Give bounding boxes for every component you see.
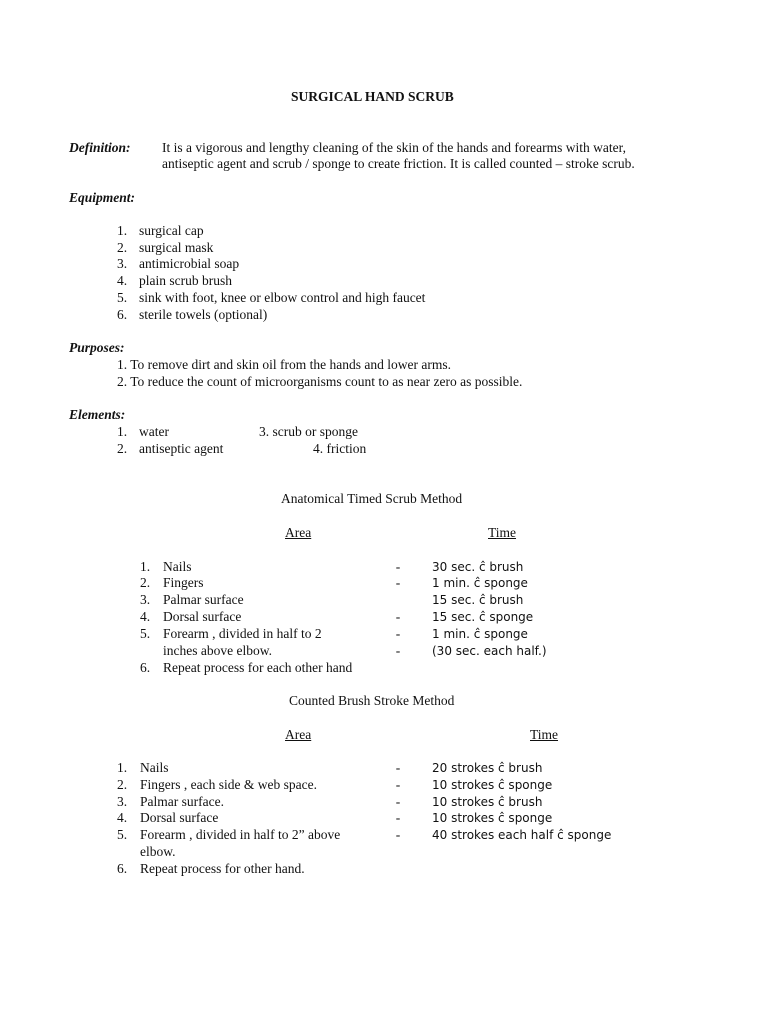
row-area: Dorsal surface xyxy=(163,609,242,624)
row-time: 15 sec. ĉ brush xyxy=(432,593,524,607)
row-area: Fingers , each side & web space. xyxy=(140,777,317,792)
row-time: 40 strokes each half ĉ sponge xyxy=(432,828,612,842)
row-time: 1 min. ĉ sponge xyxy=(432,576,528,590)
row-dash: - xyxy=(395,626,401,641)
row-number: 3. xyxy=(117,794,128,809)
row-time: 30 sec. ĉ brush xyxy=(432,560,524,574)
row-number: 1. xyxy=(117,760,128,775)
list-item-number: 5. xyxy=(117,290,128,305)
row-number: 4. xyxy=(140,609,151,624)
document-title: SURGICAL HAND SCRUB xyxy=(291,89,454,104)
row-area: elbow. xyxy=(140,844,176,859)
row-area: Palmar surface xyxy=(163,592,244,607)
row-time: 15 sec. ĉ sponge xyxy=(432,610,534,624)
purpose-item: 2. To reduce the count of microorganisms count to as near zero as possible. xyxy=(117,374,523,389)
list-item: plain scrub brush xyxy=(139,273,232,288)
row-dash: - xyxy=(395,794,401,809)
row-time: 20 strokes ĉ brush xyxy=(432,761,543,775)
element-item: 3. scrub or sponge xyxy=(259,424,358,439)
row-area: Forearm , divided in half to 2 xyxy=(163,626,322,641)
list-item: surgical mask xyxy=(139,240,214,255)
row-dash: - xyxy=(395,575,401,590)
counted-method-title: Counted Brush Stroke Method xyxy=(289,693,455,708)
row-area: Repeat process for other hand. xyxy=(140,861,305,876)
row-area: Nails xyxy=(140,760,169,775)
list-item-number: 2. xyxy=(117,240,128,255)
row-area: Fingers xyxy=(163,575,204,590)
row-number: 6. xyxy=(117,861,128,876)
row-dash: - xyxy=(395,609,401,624)
row-number: 4. xyxy=(117,810,128,825)
row-dash: - xyxy=(395,827,401,842)
row-number: 2. xyxy=(140,575,151,590)
row-number: 5. xyxy=(117,827,128,842)
row-number: 6. xyxy=(140,660,151,675)
row-time: 1 min. ĉ sponge xyxy=(432,627,528,641)
list-item: antimicrobial soap xyxy=(139,256,240,271)
row-area: Palmar surface. xyxy=(140,794,224,809)
row-area: Forearm , divided in half to 2” above xyxy=(140,827,341,842)
definition-label: Definition: xyxy=(69,140,131,155)
row-time: 10 strokes ĉ sponge xyxy=(432,778,553,792)
row-number: 1. xyxy=(140,559,151,574)
list-item: sink with foot, knee or elbow control and high faucet xyxy=(139,290,426,305)
row-dash: - xyxy=(395,810,401,825)
row-area: inches above elbow. xyxy=(163,643,272,658)
purposes-label: Purposes: xyxy=(69,340,125,355)
timed-time-header: Time xyxy=(488,525,517,540)
row-number: 5. xyxy=(140,626,151,641)
row-time: 10 strokes ĉ sponge xyxy=(432,811,553,825)
list-item-number: 1. xyxy=(117,223,128,238)
timed-area-header: Area xyxy=(285,525,312,540)
row-number: 3. xyxy=(140,592,151,607)
timed-method-title: Anatomical Timed Scrub Method xyxy=(281,491,463,506)
element-item: antiseptic agent xyxy=(139,441,224,456)
list-item-number: 3. xyxy=(117,256,128,271)
row-area: Dorsal surface xyxy=(140,810,219,825)
row-time: (30 sec. each half.) xyxy=(432,644,547,658)
definition-text-line1: It is a vigorous and lengthy cleaning of the skin of the hands and forearms with water, xyxy=(162,140,626,155)
list-item: surgical cap xyxy=(139,223,204,238)
element-item: water xyxy=(139,424,169,439)
purpose-item: 1. To remove dirt and skin oil from the hands and lower arms. xyxy=(117,357,451,372)
row-dash: - xyxy=(395,777,401,792)
element-item: 4. friction xyxy=(313,441,367,456)
definition-text-line2: antiseptic agent and scrub / sponge to create friction. It is called counted – stroke scrub. xyxy=(162,156,635,171)
list-item-number: 6. xyxy=(117,307,128,322)
list-item: sterile towels (optional) xyxy=(139,307,268,322)
element-number: 2. xyxy=(117,441,128,456)
counted-area-header: Area xyxy=(285,727,312,742)
counted-time-header: Time xyxy=(530,727,559,742)
row-time: 10 strokes ĉ brush xyxy=(432,795,543,809)
row-area: Nails xyxy=(163,559,192,574)
list-item-number: 4. xyxy=(117,273,128,288)
row-area: Repeat process for each other hand xyxy=(163,660,353,675)
row-dash: - xyxy=(395,643,401,658)
row-dash: - xyxy=(395,760,401,775)
row-number: 2. xyxy=(117,777,128,792)
row-dash: - xyxy=(395,559,401,574)
equipment-label: Equipment: xyxy=(69,190,136,205)
elements-label: Elements: xyxy=(69,407,126,422)
element-number: 1. xyxy=(117,424,128,439)
